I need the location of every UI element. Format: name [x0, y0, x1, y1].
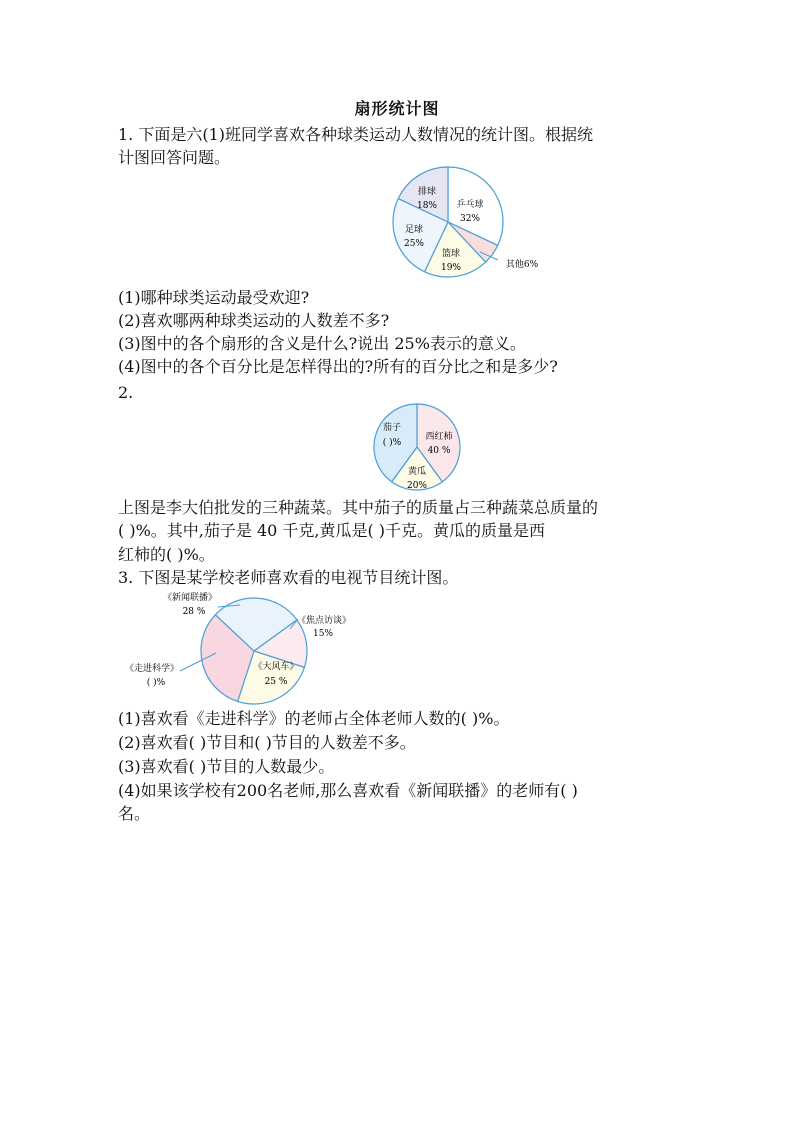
q3-sub-1: (1)喜欢看《走进科学》的老师占全体老师人数的( )%。: [118, 709, 510, 728]
slice-label-tv-xinwen: 《新闻联播》: [162, 593, 218, 603]
slice-label-tv-zoujin: 《走进科学》: [124, 664, 180, 674]
q1-sub-3: (3)图中的各个扇形的含义是什么?说出 25%表示的意义。: [118, 334, 526, 353]
slice-value-veg-cucumber: 20%: [406, 481, 428, 491]
slice-value-tv-dafengche: 25 %: [264, 677, 288, 687]
q3-sub-2: (2)喜欢看( )节目和( )节目的人数差不多。: [118, 733, 416, 752]
slice-label-tv-jiaodian: 《焦点访谈》: [296, 616, 352, 626]
slice-label-veg-eggplant: 茄子: [382, 423, 402, 433]
slice-label-veg-tomato: 西红柿: [425, 432, 453, 442]
q2-text-3: 红柿的( )%。: [118, 545, 215, 564]
slice-value-tv-zoujin: ( )%: [146, 678, 166, 688]
slice-value-ball-table-tennis: 32%: [459, 214, 481, 224]
slice-label-ball-basketball: 篮球: [441, 249, 461, 259]
vegetables-pie-chart: [370, 402, 466, 494]
q2-text-2: ( )%。其中,茄子是 40 千克,黄瓜是( )千克。黄瓜的质量是西: [118, 521, 546, 540]
q2-number: 2.: [118, 383, 134, 402]
ball-sports-pie-chart: [384, 164, 554, 282]
page-title: 扇形统计图: [354, 99, 440, 118]
slice-value-veg-eggplant: ( )%: [382, 438, 402, 448]
q3-intro: 3. 下图是某学校老师喜欢看的电视节目统计图。: [118, 568, 459, 587]
slice-value-veg-tomato: 40 %: [427, 446, 451, 456]
slice-value-ball-volleyball: 18%: [416, 201, 438, 211]
q1-sub-4: (4)图中的各个百分比是怎样得出的?所有的百分比之和是多少?: [118, 357, 558, 376]
slice-outside-label-other: 其他6%: [505, 260, 539, 270]
slice-value-ball-basketball: 19%: [440, 263, 462, 273]
slice-label-tv-dafengche: 《大风车》: [253, 662, 299, 672]
slice-value-tv-jiaodian: 15%: [312, 629, 334, 639]
q3-sub-3: (3)喜欢看( )节目的人数最少。: [118, 757, 335, 776]
q1-sub-1: (1)哪种球类运动最受欢迎?: [118, 288, 310, 307]
slice-value-tv-xinwen: 28 %: [182, 607, 206, 617]
slice-label-ball-table-tennis: 乒乓球: [456, 200, 484, 210]
q2-text-1: 上图是李大伯批发的三种蔬菜。其中茄子的质量占三种蔬菜总质量的: [118, 498, 599, 517]
slice-label-ball-volleyball: 排球: [417, 187, 437, 197]
tv-programs-pie-chart: [118, 587, 378, 709]
q3-sub-5: 名。: [118, 804, 151, 823]
q3-sub-4: (4)如果该学校有200名老师,那么喜欢看《新闻联播》的老师有( ): [118, 781, 578, 800]
q1-sub-2: (2)喜欢哪两种球类运动的人数差不多?: [118, 311, 390, 330]
slice-value-ball-football: 25%: [403, 239, 425, 249]
q1-intro-line-1: 1. 下面是六(1)班同学喜欢各种球类运动人数情况的统计图。根据统: [118, 125, 594, 144]
slice-label-ball-football: 足球: [404, 225, 424, 235]
q1-intro-line-2: 计图回答问题。: [118, 148, 231, 167]
slice-label-veg-cucumber: 黄瓜: [407, 467, 427, 477]
